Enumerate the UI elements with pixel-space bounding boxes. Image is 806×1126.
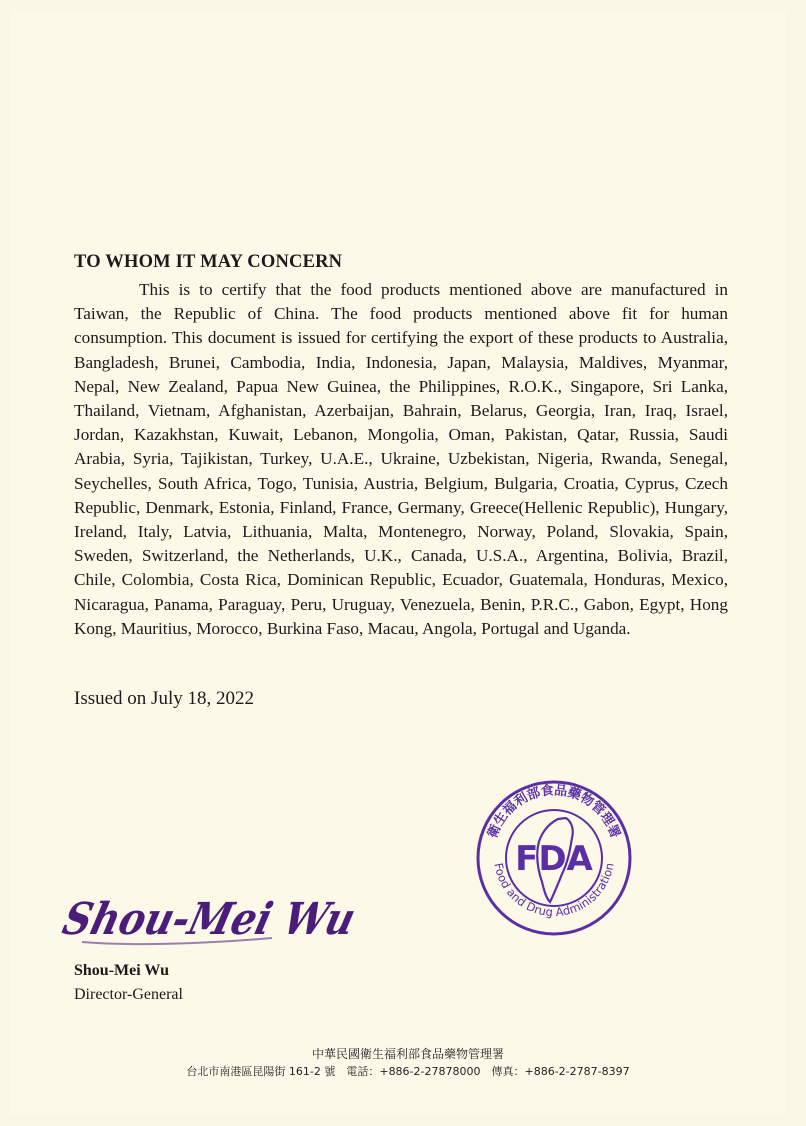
issue-date: Issued on July 18, 2022 [74, 688, 254, 709]
handwritten-signature [57, 880, 403, 950]
signer-title: Director-General [74, 986, 183, 1003]
seal-bottom-text: Food and Drug Administration [491, 861, 617, 920]
fda-seal [474, 778, 634, 938]
seal-top-text: 衛生福利部食品藥物管理署 [485, 783, 623, 841]
seal-center-text: FDA [515, 839, 593, 879]
signer-name: Shou-Mei Wu [74, 962, 169, 979]
letter-heading: TO WHOM IT MAY CONCERN [74, 252, 343, 272]
letter-body: This is to certify that the food products mentioned above are manufactured in Taiwan, the Republic of China. The food products mentioned above fit for human consumption. This document is issued for certifying the export of these products to Australia, Bangladesh, Brunei, Cambodia, India, Indonesia, Japan, Malaysia, Maldives, Myanmar, Nepal, New Zealand, Papua New Guinea, the Philippines, R.O.K., Singapore, Sri Lanka, Thailand, Vietnam, Afghanistan, Azerbaijan, Bahrain, Belarus, Georgia, Iran, Iraq, Israel, Jordan, Kazakhstan, Kuwait, Lebanon, Mongolia, Oman, Pakistan, Qatar, Russia, Saudi Arabia, Syria, Tajikistan, Turkey, U.A.E., Ukraine, Uzbekistan, Nigeria, Rwanda, Senegal, Seychelles, South Africa, Togo, Tunisia, Austria, Belgium, Bulgaria, Croatia, Cyprus, Czech Republic, Denmark, Estonia, Finland, France, Germany, Greece(Hellenic Republic), Hungary, Ireland, Italy, Latvia, Lithuania, Malta, Montenegro, Norway, Poland, Slovakia, Spain, Sweden, Switzerland, the Netherlands, U.K., Canada, U.S.A., Argentina, Bolivia, Brazil, Chile, Colombia, Costa Rica, Dominican Republic, Ecuador, Guatemala, Honduras, Mexico, Nicaragua, Panama, Paraguay, Peru, Uruguay, Venezuela, Benin, P.R.C., Gabon, Egypt, Hong Kong, Mauritius, Morocco, Burkina Faso, Macau, Angola, Portugal and Uganda. [74, 280, 728, 638]
signature-script: Shou-Mei Wu [57, 892, 403, 945]
footer-address: 台北市南港區昆陽街 161-2 號 電話：+886-2-27878000 傳真：+886-2-2787-8397 [186, 1065, 630, 1078]
footer-organization: 中華民國衛生福利部食品藥物管理署 [311, 1047, 504, 1061]
